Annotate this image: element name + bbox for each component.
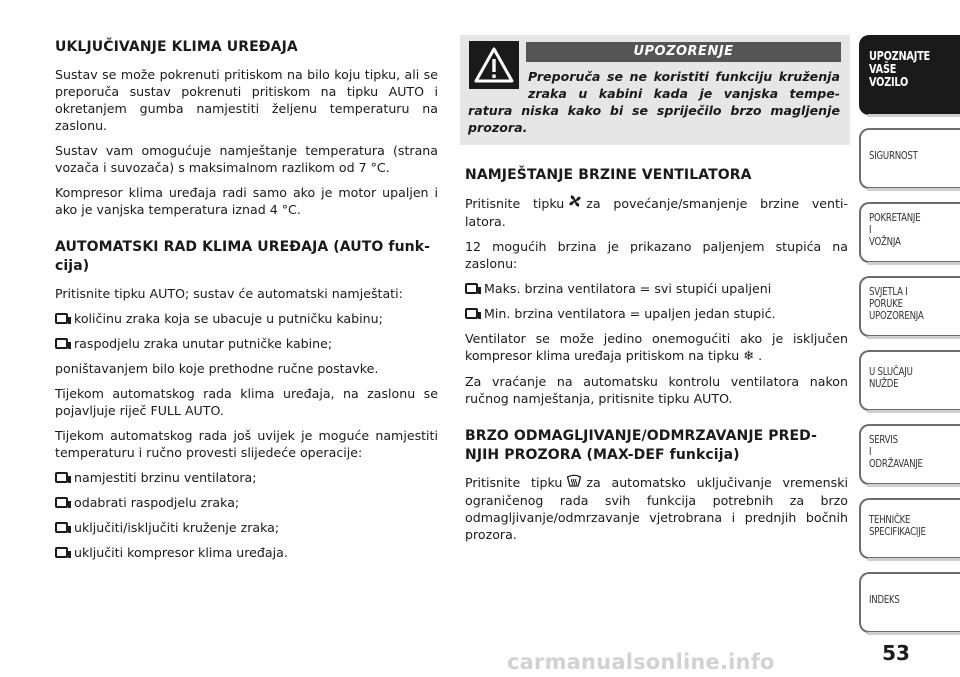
list-item: količinu zraka koja se ubacuje u putničku kabinu;: [55, 310, 438, 327]
left-column: [55, 38, 438, 569]
tab-indeks[interactable]: INDEKS: [859, 572, 960, 633]
list-item: uključiti kompresor klima uređaja.: [55, 544, 438, 561]
bullet-icon: [55, 547, 68, 558]
list-item: uključiti/isključiti kruženje zraka;: [55, 519, 438, 536]
paragraph: Pritisnite tipku AUTO; sustav će automatski namještati:: [55, 286, 403, 301]
page-number: 53: [882, 641, 910, 665]
warning-header: UPOZORENJE: [526, 42, 841, 62]
warning-box: [460, 35, 850, 145]
warning-text: Preporuča se ne koristiti funkciju kruženja zraka u kabini kada je vanjska tempe-ratura niska kako bi se spriječilo brzo magljenje prozora.: [468, 69, 840, 135]
paragraph: Za vraćanje na automatsku kontrolu ventilatora nakon ručnog namještanja, pritisnite tipku AUTO.: [465, 374, 848, 406]
bullet-icon: [55, 522, 68, 533]
section-title-max-def: BRZO ODMAGLJIVANJE/ODMRZAVANJE PRED-NJIH PROZORA (MAX-DEF funkcija): [465, 428, 818, 463]
list-item: odabrati raspodjelu zraka;: [55, 494, 438, 511]
bullet-icon: [55, 472, 68, 483]
watermark: carmanualsonline.info: [507, 650, 775, 674]
tab-tehnicke-specifikacije[interactable]: TEHNIČKE SPECIFIKACIJE: [859, 498, 960, 559]
tab-upoznajte-vase-vozilo[interactable]: UPOZNAJTE VAŠE VOZILO: [859, 35, 960, 115]
chapter-tabs: [859, 35, 960, 646]
paragraph: Pritisnite tipku za povećanje/smanjenje brzine venti-latora.: [465, 196, 849, 229]
snowflake-icon: ❄: [743, 349, 755, 364]
tab-servis-i-odrzavanje[interactable]: SERVIS I ODRŽAVANJE: [859, 424, 960, 485]
section-title-auto-mode: AUTOMATSKI RAD KLIMA UREĐAJA (AUTO funk-cija): [55, 239, 431, 274]
list-item: Min. brzina ventilatora = upaljen jedan stupić.: [465, 305, 848, 322]
tab-sigurnost[interactable]: SIGURNOST: [859, 128, 960, 189]
section-title-fan-speed: NAMJEŠTANJE BRZINE VENTILATORA: [465, 167, 752, 183]
paragraph: Sustav vam omogućuje namještanje temperatura (strana vozača i suvozača) s maksimalnom razlikom od 7 °C.: [55, 143, 438, 175]
paragraph: Tijekom automatskog rada još uvijek je moguće namjestiti temperaturu i ručno provesti slijedeće operacije:: [55, 428, 438, 460]
section-title-climate-on: UKLJUČIVANJE KLIMA UREĐAJA: [55, 39, 298, 55]
paragraph: Sustav se može pokrenuti pritiskom na bilo koju tipku, ali se preporuča sustav pokrenuti pritiskom na tipku AUTO i okretanjem gumba namjestiti željenu temperaturu na zaslonu.: [55, 67, 438, 133]
tab-svjetla-i-poruke-upozorenja[interactable]: SVJETLA I PORUKE UPOZORENJA: [859, 276, 960, 337]
paragraph: Tijekom automatskog rada klima uređaja, na zaslonu se pojavljuje riječ FULL AUTO.: [55, 386, 438, 418]
list-item: Maks. brzina ventilatora = svi stupići upaljeni: [465, 280, 848, 297]
paragraph: Pritisnite tipku za automatsko uključivanje vremenski ograničenog rada svih funkcija potrebnih za brzo odmagljivanje/odmrzavanje vjetrobrana i prednjih bočnih prozora.: [465, 475, 848, 542]
paragraph: Ventilator se može jedino onemogućiti ako je isključen kompresor klima uređaja pritiskom na tipku ❄ .: [465, 331, 848, 364]
tab-u-slucaju-nuzde[interactable]: U SLUČAJU NUŽDE: [859, 350, 960, 411]
bullet-icon: [55, 338, 68, 349]
list-item: namjestiti brzinu ventilatora;: [55, 469, 438, 486]
paragraph: Kompresor klima uređaja radi samo ako je motor upaljen i ako je vanjska temperatura iznad 4 °C.: [55, 185, 438, 217]
windshield-defrost-icon: [566, 474, 582, 492]
right-column: [465, 166, 848, 551]
bullet-icon: [465, 283, 478, 294]
paragraph: 12 mogućih brzina je prikazano paljenjem stupića na zaslonu:: [465, 239, 848, 271]
bullet-icon: [55, 497, 68, 508]
paragraph: poništavanjem bilo koje prethodne ručne postavke.: [55, 361, 379, 376]
bullet-icon: [55, 313, 68, 324]
bullet-icon: [465, 308, 478, 319]
fan-icon: [568, 194, 582, 213]
list-item: raspodjelu zraka unutar putničke kabine;: [55, 335, 438, 352]
tab-pokretanje-i-voznja[interactable]: POKRETANJE I VOŽNJA: [859, 202, 960, 263]
